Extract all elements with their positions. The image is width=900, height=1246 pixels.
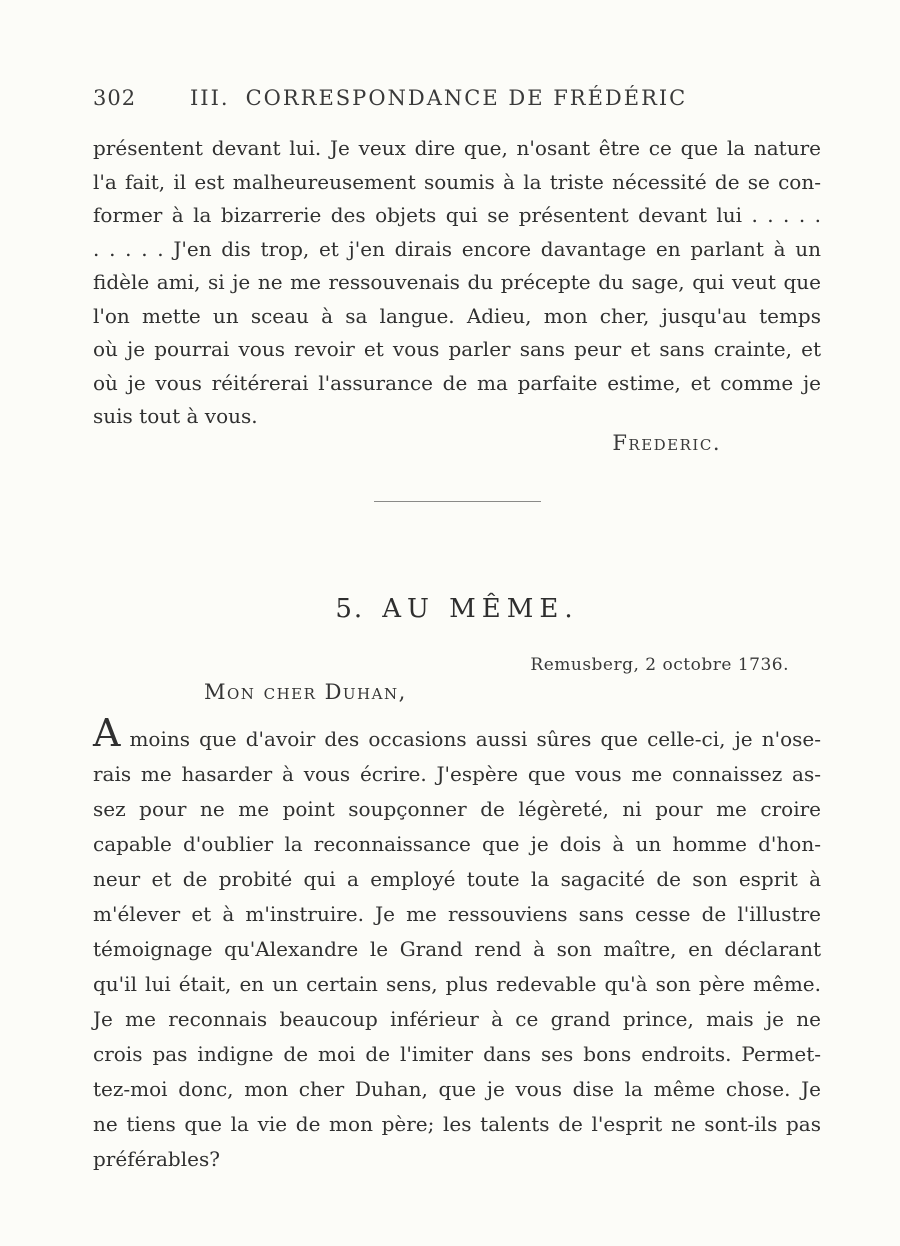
letter-title: AU MÊME. (382, 594, 579, 624)
text-line: fidèle ami, si je ne me ressouvenais du précepte du sage, qui veut que (93, 270, 821, 294)
text-line: tez-moi donc, mon cher Duhan, que je vous dise la même chose. Je (93, 1077, 821, 1101)
text-line: crois pas indigne de moi de l'imiter dans ses bons endroits. Permet- (93, 1042, 821, 1066)
text-line: m'élever et à m'instruire. Je me ressouviens sans cesse de l'illustre (93, 902, 821, 926)
chapter-numeral: III. (190, 86, 230, 110)
chapter-title: CORRESPONDANCE DE FRÉDÉRIC (245, 86, 688, 110)
running-header-title (190, 86, 687, 110)
text-line: préférables? (93, 1147, 220, 1171)
text-line: où je vous réitérerai l'assurance de ma parfaite estime, et comme je (93, 370, 821, 395)
text-line: présentent devant lui. Je veux dire que, n'osant être ce que la nature (93, 136, 821, 160)
letter-number: 5. (335, 594, 365, 624)
text-line-with-initial (93, 711, 821, 757)
text-line: Je me reconnais beaucoup inférieur à ce grand prince, mais je ne (93, 1007, 821, 1031)
text-line: rais me hasarder à vous écrire. J'espère que vous me connaissez as- (93, 762, 821, 786)
running-header (93, 86, 821, 110)
section-divider-rule (374, 501, 541, 502)
text-line: . . . . . J'en dis trop, et j'en dirais encore davantage en parlant à un (93, 236, 821, 261)
text-line: moins que d'avoir des occasions aussi sûres que celle-ci, je n'ose- (129, 727, 821, 751)
text-line: ne tiens que la vie de mon père; les talents de l'esprit ne sont-ils pas (93, 1112, 821, 1136)
text-line: l'a fait, il est malheureusement soumis à la triste nécessité de se con- (93, 169, 821, 194)
letter-5-salutation: Mon cher Duhan, (204, 680, 407, 704)
text-line: neur et de probité qui a employé toute la sagacité de son esprit à (93, 867, 821, 891)
letter-4-signature: Frederic. (612, 431, 721, 455)
letter-4-body (93, 132, 821, 434)
letter-5-dateline: Remusberg, 2 octobre 1736. (530, 655, 789, 675)
text-line: capable d'oublier la reconnaissance que je dois à un homme d'hon- (93, 832, 821, 856)
letter-5-body (93, 711, 821, 1177)
text-line: l'on mette un sceau à sa langue. Adieu, mon cher, jusqu'au temps (93, 303, 821, 328)
text-line: former à la bizarrerie des objets qui se présentent devant lui . . . . . (93, 203, 821, 227)
text-line: sez pour ne me point soupçonner de légèreté, ni pour me croire (93, 797, 821, 821)
text-line: témoignage qu'Alexandre le Grand rend à son maître, en déclarant (93, 937, 821, 961)
text-line: qu'il lui était, en un certain sens, plus redevable qu'à son père même. (93, 972, 821, 996)
page-number: 302 (93, 86, 137, 110)
text-line: où je pourrai vous revoir et vous parler sans peur et sans crainte, et (93, 337, 821, 361)
large-initial-letter: A (93, 711, 121, 755)
text-line: suis tout à vous. (93, 404, 258, 428)
letter-5-heading (93, 594, 821, 624)
